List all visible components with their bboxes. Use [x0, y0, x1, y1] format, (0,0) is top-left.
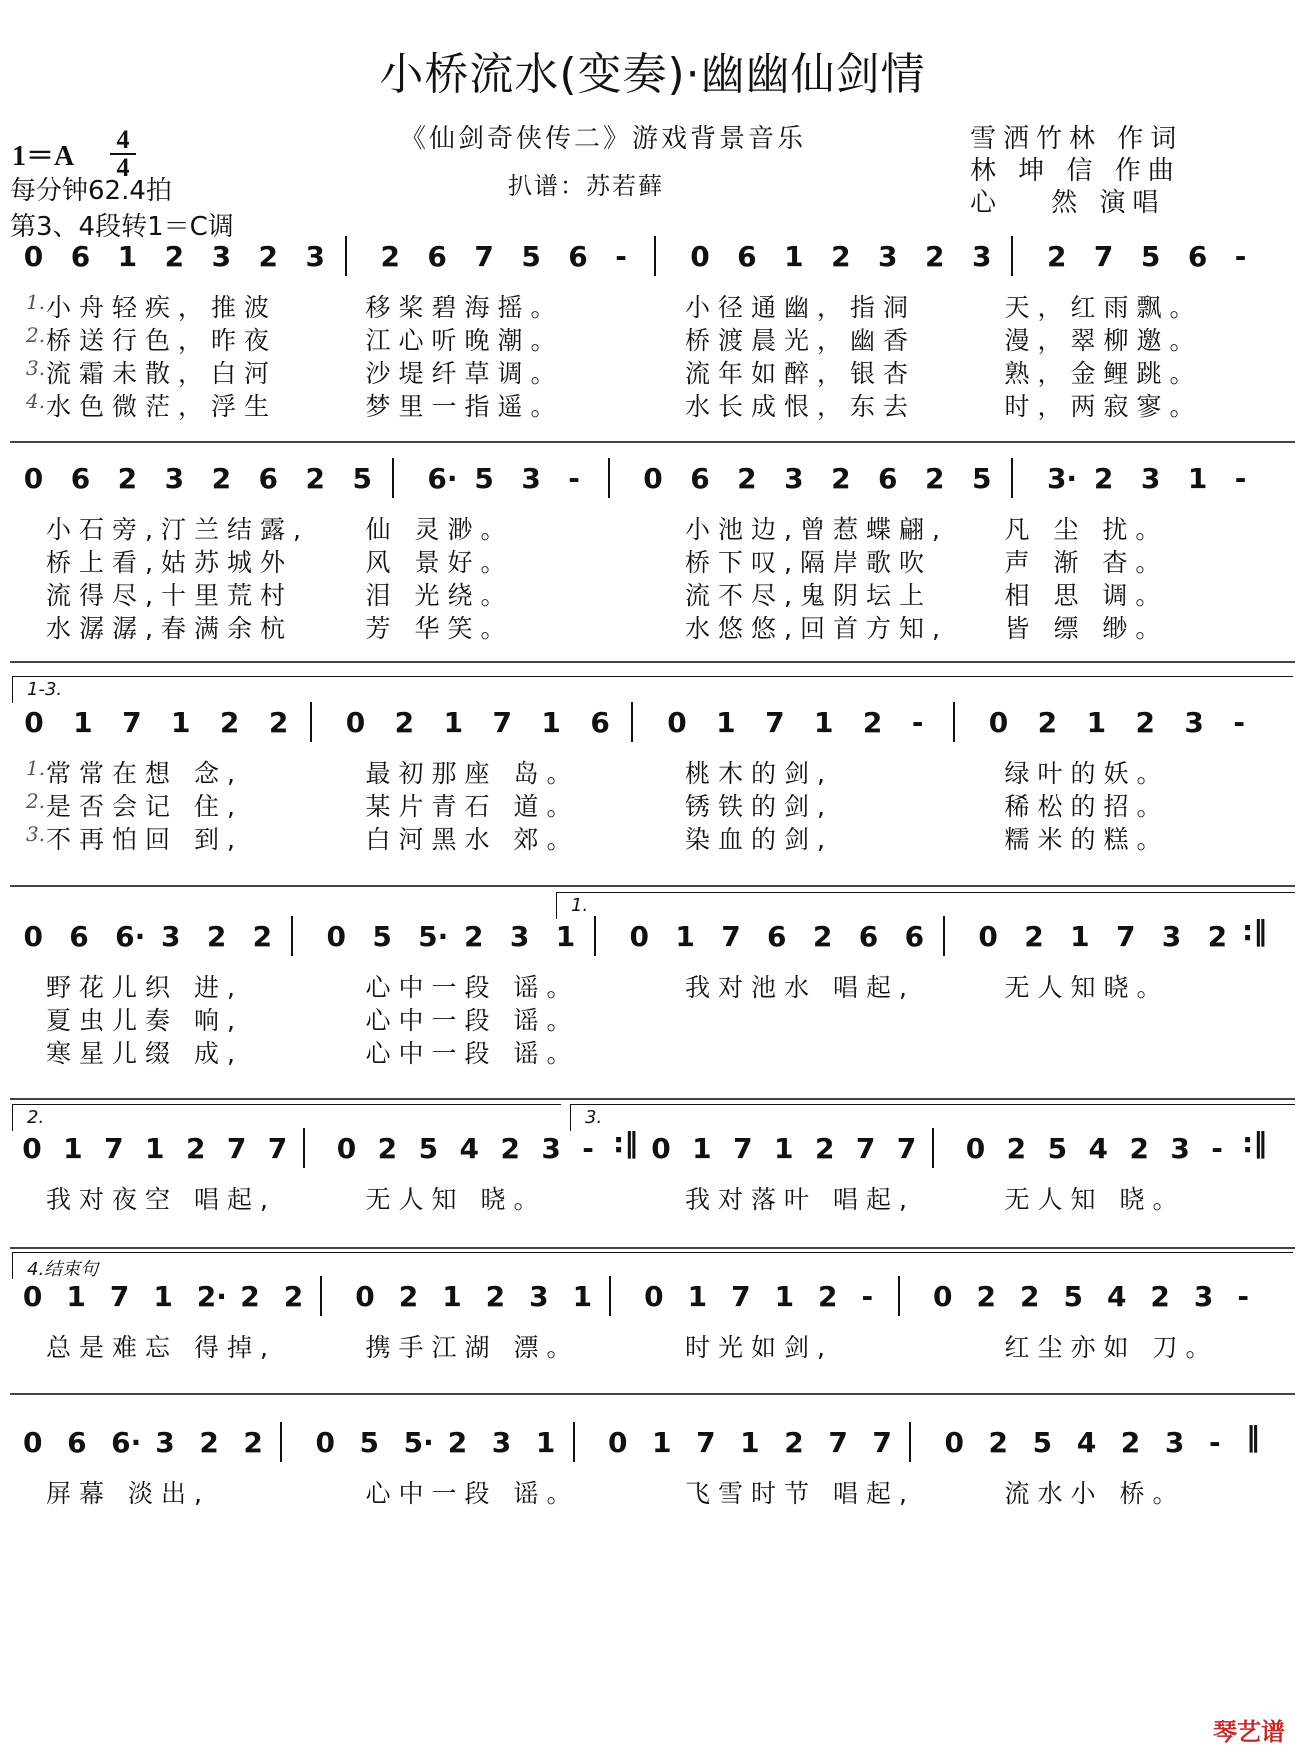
lyric-line: 水长成恨，东去 — [685, 392, 917, 421]
note: 7 — [109, 1280, 130, 1313]
note: 6 — [1187, 240, 1208, 273]
note: 2 — [831, 240, 851, 273]
note: 2 — [925, 240, 945, 273]
lyric-line: 心中一段 谣。 — [365, 1006, 580, 1035]
note: 2 — [1150, 1280, 1170, 1313]
lyric-line: 总是难忘 得掉, — [46, 1333, 276, 1362]
note: 2 — [485, 1280, 506, 1313]
subtitle: 《仙剑奇侠传二》游戏背景音乐 — [400, 124, 807, 154]
note: 0 — [23, 920, 43, 953]
note: 0 — [23, 240, 44, 273]
note: 6 — [70, 240, 91, 273]
verse-number: 3. — [26, 356, 46, 380]
lyric-line: 稀松的招。 — [1004, 792, 1170, 821]
note: 6 — [904, 920, 925, 953]
note: 3 — [784, 462, 804, 495]
note: 1 — [774, 1132, 794, 1165]
note: 2 — [305, 462, 325, 495]
note: 2 — [240, 1280, 260, 1313]
note: 2 — [1024, 920, 1044, 953]
lyric-line: 心中一段 谣。 — [365, 1039, 580, 1068]
note: 1 — [541, 706, 561, 739]
transcriber: 扒谱：苏若藓 — [508, 172, 664, 200]
note: 1 — [716, 706, 736, 739]
lyric-line: 流得尽,十里荒村 — [46, 581, 293, 610]
bar-line — [280, 1422, 282, 1462]
page-title: 小桥流水(变奏)·幽幽仙剑情 — [379, 49, 926, 100]
lyric-line: 芳 华笑。 — [365, 614, 514, 643]
bar-line — [953, 702, 955, 742]
note: 2 — [784, 1426, 804, 1459]
repeat-end-sign: :‖ — [613, 1126, 639, 1159]
note: 7 — [122, 706, 142, 739]
hold-dash: - — [1211, 1132, 1223, 1165]
note: 7 — [855, 1132, 876, 1165]
note: 2 — [976, 1280, 996, 1313]
hold-dash: - — [861, 1280, 874, 1313]
hold-dash: - — [568, 462, 580, 495]
note: 1 — [555, 920, 576, 953]
note: 5 — [1140, 240, 1161, 273]
note: 7 — [696, 1426, 716, 1459]
lyric-line: 江心听晚潮。 — [365, 326, 564, 355]
note: 3 — [509, 920, 530, 953]
lyric-line: 天，红雨飘。 — [1004, 293, 1203, 322]
note: 7 — [267, 1132, 288, 1165]
note: 0 — [690, 240, 710, 273]
note: 4 — [1106, 1280, 1127, 1313]
note: 0 — [22, 1280, 43, 1313]
lyric-line: 无人知晓。 — [1004, 973, 1170, 1002]
note: 1 — [117, 240, 138, 273]
lyric-line: 最初那座 岛。 — [365, 759, 580, 788]
note: 6· — [115, 920, 146, 953]
lyric-line: 某片青石 道。 — [365, 792, 580, 821]
note: 1 — [535, 1426, 556, 1459]
bar-line — [1011, 236, 1013, 276]
note: 3 — [1184, 706, 1204, 739]
note: 0 — [644, 1280, 664, 1313]
note: 0 — [355, 1280, 375, 1313]
lyric-line: 时光如剑, — [685, 1333, 833, 1362]
system-divider — [10, 1098, 1295, 1100]
note: 6 — [69, 920, 89, 953]
note: 3 — [155, 1426, 175, 1459]
lyric-line: 心中一段 谣。 — [365, 1479, 580, 1508]
system-divider — [10, 885, 1295, 887]
bar-line — [943, 916, 945, 956]
lyric-line: 无人知 晓。 — [1004, 1185, 1186, 1214]
note: 0 — [651, 1132, 671, 1165]
note: 6 — [258, 462, 279, 495]
lyric-line: 皆 缥 缈。 — [1004, 614, 1169, 643]
note: 5 — [1063, 1280, 1083, 1313]
note: 2 — [1037, 706, 1058, 739]
note: 5 — [521, 240, 541, 273]
volta-bracket: 1. — [556, 892, 1295, 919]
repeat-end-sign: :‖ — [1242, 1126, 1268, 1159]
note: 5 — [352, 462, 372, 495]
note: 0 — [336, 1132, 357, 1165]
note: 6 — [67, 1426, 87, 1459]
note: 2 — [1093, 462, 1114, 495]
note: 1 — [442, 1280, 462, 1313]
note: 1 — [740, 1426, 760, 1459]
bar-line — [909, 1422, 911, 1462]
note: 0 — [643, 462, 663, 495]
note: 2 — [1120, 1426, 1141, 1459]
lyric-line: 流不尽,鬼阴坛上 — [685, 581, 932, 610]
note: 3 — [491, 1426, 512, 1459]
lyric-line: 不再怕回 到, — [46, 825, 243, 854]
note: 0 — [944, 1426, 964, 1459]
note: 2 — [1046, 240, 1067, 273]
bar-line — [392, 458, 394, 498]
verse-number: 4. — [26, 389, 46, 413]
note: 2 — [1207, 920, 1228, 953]
lyric-line: 绿叶的妖。 — [1004, 759, 1170, 788]
volta-bracket: 2. — [12, 1104, 561, 1131]
note: 1 — [774, 1280, 795, 1313]
lyric-line: 移桨碧海摇。 — [365, 293, 564, 322]
note: 7 — [896, 1132, 917, 1165]
verse-number: 1. — [26, 756, 46, 780]
verse-number: 2. — [26, 789, 46, 813]
note: 2 — [1019, 1280, 1040, 1313]
note: 3 — [305, 240, 325, 273]
note: 0 — [607, 1426, 628, 1459]
lyric-line: 流水小 桥。 — [1004, 1479, 1186, 1508]
hold-dash: - — [1208, 1426, 1221, 1459]
lyric-line: 夏虫儿奏 响, — [46, 1006, 243, 1035]
credit-composer: 林 坤 信 作曲 — [970, 156, 1181, 186]
lyric-line: 水悠悠,回首方知, — [685, 614, 948, 643]
note: 6 — [568, 240, 588, 273]
bar-line — [594, 916, 596, 956]
note: 2 — [862, 706, 883, 739]
lyric-line: 水潺潺,春满余杭 — [46, 614, 293, 643]
note: 7 — [1115, 920, 1136, 953]
note: 7 — [721, 920, 741, 953]
note: 7 — [731, 1280, 751, 1313]
note: 7 — [226, 1132, 247, 1165]
note: 0 — [667, 706, 687, 739]
note: 2 — [252, 920, 273, 953]
note: 1 — [675, 920, 695, 953]
lyric-line: 流年如醉，银杏 — [685, 359, 917, 388]
lyric-line: 熟，金鲤跳。 — [1004, 359, 1203, 388]
note: 2 — [377, 1132, 398, 1165]
note: 3 — [211, 240, 232, 273]
note: 0 — [24, 706, 44, 739]
note: 3· — [1046, 462, 1078, 495]
credit-lyricist: 雪洒竹林 作词 — [970, 124, 1184, 154]
lyric-line: 常常在想 念, — [46, 759, 243, 788]
bar-line — [654, 236, 656, 276]
volta-bracket: 1-3. — [12, 676, 1293, 703]
note: 0 — [965, 1132, 986, 1165]
final-bar-line: ‖ — [1246, 1420, 1260, 1453]
lyric-line: 流霜未散，白河 — [46, 359, 278, 388]
lyric-line: 白河黑水 郊。 — [365, 825, 580, 854]
lyric-line: 凡 尘 扰。 — [1004, 515, 1169, 544]
note: 6 — [858, 920, 879, 953]
note: 2 — [1135, 706, 1155, 739]
bar-line — [898, 1276, 900, 1316]
note: 1 — [813, 706, 834, 739]
bar-line — [291, 916, 293, 956]
note: 2 — [211, 462, 232, 495]
note: 2· — [196, 1280, 227, 1313]
note: 2 — [831, 462, 851, 495]
note: 3 — [521, 462, 541, 495]
note: 3 — [164, 462, 185, 495]
note: 1 — [1187, 462, 1208, 495]
lyric-line: 仙 灵渺。 — [365, 515, 514, 544]
bar-line — [609, 1276, 611, 1316]
system-divider — [10, 441, 1295, 443]
site-logo: 琴艺谱 — [1213, 1718, 1285, 1746]
note: 7 — [474, 240, 494, 273]
note: 7 — [104, 1132, 124, 1165]
hold-dash: - — [1233, 706, 1245, 739]
note: 5 — [474, 462, 494, 495]
note: 5· — [418, 920, 449, 953]
lyric-line: 是否会记 住, — [46, 792, 243, 821]
note: 0 — [345, 706, 366, 739]
note: 4 — [1088, 1132, 1108, 1165]
note: 0 — [978, 920, 998, 953]
note: 6 — [590, 706, 610, 739]
lyric-line: 沙堤纤草调。 — [365, 359, 564, 388]
note: 3 — [160, 920, 181, 953]
lyric-line: 染血的剑, — [685, 825, 833, 854]
lyric-line: 小池边,曾惹蝶翩, — [685, 515, 948, 544]
note: 2 — [737, 462, 757, 495]
note: 6· — [111, 1426, 142, 1459]
note: 0 — [23, 1426, 43, 1459]
hold-dash: - — [1237, 1280, 1249, 1313]
lyric-line: 桥送行色，昨夜 — [46, 326, 278, 355]
system-divider — [10, 661, 1295, 663]
note: 5 — [971, 462, 992, 495]
note: 4 — [459, 1132, 479, 1165]
note: 3 — [1193, 1280, 1214, 1313]
note: 1 — [443, 706, 464, 739]
verse-number: 3. — [26, 822, 46, 846]
note: 7 — [765, 706, 785, 739]
note: 2 — [814, 1132, 835, 1165]
note: 1 — [66, 1280, 86, 1313]
time-signature-top: 4 — [116, 125, 130, 154]
note: 7 — [1093, 240, 1114, 273]
note: 2 — [199, 1426, 219, 1459]
lyric-line: 糯米的糕。 — [1004, 825, 1170, 854]
note: 0 — [326, 920, 346, 953]
note: 5 — [359, 1426, 380, 1459]
note: 6 — [690, 462, 710, 495]
note: 4 — [1076, 1426, 1097, 1459]
modulation-note: 第3、4段转1＝C调 — [10, 212, 234, 242]
note: 2 — [164, 240, 185, 273]
bar-line — [303, 1128, 305, 1168]
system-divider — [10, 1247, 1295, 1249]
lyric-line: 我对夜空 唱起, — [46, 1185, 276, 1214]
lyric-line: 小径通幽，指洞 — [685, 293, 917, 322]
note: 6· — [427, 462, 458, 495]
lyric-line: 桥下叹,隔岸歌吹 — [685, 548, 932, 577]
note: 0 — [23, 462, 44, 495]
lyric-line: 寒星儿缀 成, — [46, 1039, 243, 1068]
note: 2 — [988, 1426, 1009, 1459]
note: 1 — [153, 1280, 173, 1313]
verse-number: 2. — [26, 323, 46, 347]
note: 3 — [1164, 1426, 1185, 1459]
note: 1 — [1070, 920, 1090, 953]
note: 7 — [733, 1132, 753, 1165]
note: 2 — [398, 1280, 419, 1313]
hold-dash: - — [615, 240, 627, 273]
hold-dash: - — [1234, 240, 1247, 273]
key-signature: 1＝A — [12, 141, 75, 172]
lyric-line: 水色微茫，浮生 — [46, 392, 278, 421]
note: 3 — [1140, 462, 1161, 495]
lyric-line: 飞雪时节 唱起, — [685, 1479, 915, 1508]
lyric-line: 我对落叶 唱起, — [685, 1185, 915, 1214]
lyric-line: 我对池水 唱起, — [685, 973, 915, 1002]
note: 1 — [145, 1132, 165, 1165]
note: 2 — [258, 240, 279, 273]
note: 3 — [541, 1132, 561, 1165]
note: 3 — [971, 240, 992, 273]
bar-line — [1011, 458, 1013, 498]
bar-line — [631, 702, 633, 742]
bar-line — [573, 1422, 575, 1462]
lyric-line: 风 景好。 — [365, 548, 514, 577]
note: 5 — [1047, 1132, 1068, 1165]
note: 2 — [206, 920, 227, 953]
note: 2 — [812, 920, 833, 953]
lyric-line: 桃木的剑, — [685, 759, 833, 788]
hold-dash: - — [911, 706, 924, 739]
note: 5 — [418, 1132, 439, 1165]
note: 5 — [372, 920, 392, 953]
lyric-line: 小舟轻疾，推波 — [46, 293, 278, 322]
lyric-line: 泪 光绕。 — [365, 581, 514, 610]
lyric-line: 声 渐 杳。 — [1004, 548, 1169, 577]
lyric-line: 桥上看,姑苏城外 — [46, 548, 293, 577]
tempo-marking: 每分钟62.4拍 — [10, 176, 172, 206]
note: 1 — [687, 1280, 708, 1313]
note: 7 — [828, 1426, 848, 1459]
bar-line — [310, 702, 312, 742]
note: 3 — [1170, 1132, 1190, 1165]
lyric-line: 时，两寂寥。 — [1004, 392, 1203, 421]
volta-bracket: 3. — [570, 1104, 1295, 1131]
note: 2 — [117, 462, 138, 495]
note: 1 — [63, 1132, 83, 1165]
note: 1 — [170, 706, 191, 739]
lyric-line: 漫，翠柳邀。 — [1004, 326, 1203, 355]
note: 3 — [1161, 920, 1182, 953]
note: 7 — [492, 706, 512, 739]
note: 0 — [933, 1280, 953, 1313]
note: 1 — [652, 1426, 672, 1459]
note: 2 — [1006, 1132, 1027, 1165]
note: 0 — [315, 1426, 335, 1459]
note: 5· — [403, 1426, 434, 1459]
bar-line — [932, 1128, 934, 1168]
repeat-end-sign: :‖ — [1242, 914, 1268, 947]
note: 6 — [767, 920, 787, 953]
note: 1 — [1086, 706, 1107, 739]
note: 2 — [447, 1426, 468, 1459]
note: 0 — [629, 920, 650, 953]
note: 2 — [394, 706, 415, 739]
note: 7 — [872, 1426, 892, 1459]
system-divider — [10, 1393, 1295, 1395]
lyric-line: 小石旁,汀兰结露, — [46, 515, 309, 544]
note: 6 — [427, 240, 447, 273]
note: 2 — [500, 1132, 520, 1165]
note: 1 — [784, 240, 804, 273]
volta-bracket: 4.结束句 — [12, 1252, 1293, 1279]
note: 3 — [878, 240, 898, 273]
note: 2 — [283, 1280, 304, 1313]
lyric-line: 桥渡晨光，幽香 — [685, 326, 917, 355]
note: 0 — [988, 706, 1009, 739]
lyric-line: 心中一段 谣。 — [365, 973, 580, 1002]
lyric-line: 无人知 晓。 — [365, 1185, 547, 1214]
lyric-line: 梦里一指遥。 — [365, 392, 564, 421]
note: 2 — [185, 1132, 206, 1165]
note: 2 — [219, 706, 240, 739]
note: 2 — [380, 240, 400, 273]
note: 1 — [692, 1132, 712, 1165]
lyric-line: 屏幕 淡出, — [46, 1479, 210, 1508]
note: 2 — [268, 706, 289, 739]
credit-singer: 心 然 演唱 — [970, 188, 1166, 218]
lyric-line: 野花儿织 进, — [46, 973, 243, 1002]
lyric-line: 相 思 调。 — [1004, 581, 1169, 610]
hold-dash: - — [1234, 462, 1247, 495]
note: 6 — [70, 462, 91, 495]
note: 2 — [243, 1426, 263, 1459]
note: 2 — [818, 1280, 838, 1313]
note: 2 — [464, 920, 484, 953]
hold-dash: - — [582, 1132, 594, 1165]
note: 2 — [925, 462, 945, 495]
note: 1 — [73, 706, 93, 739]
note: 3 — [529, 1280, 549, 1313]
note: 1 — [572, 1280, 593, 1313]
time-signature-bottom: 4 — [116, 153, 130, 182]
bar-line — [345, 236, 347, 276]
bar-line — [320, 1276, 322, 1316]
note: 2 — [1129, 1132, 1149, 1165]
lyric-line: 锈铁的剑, — [685, 792, 833, 821]
note: 6 — [878, 462, 898, 495]
verse-number: 1. — [26, 290, 46, 314]
note: 5 — [1032, 1426, 1053, 1459]
bar-line — [608, 458, 610, 498]
lyric-line: 携手江湖 漂。 — [365, 1333, 580, 1362]
note: 0 — [22, 1132, 42, 1165]
note: 6 — [737, 240, 757, 273]
lyric-line: 红尘亦如 刀。 — [1004, 1333, 1219, 1362]
